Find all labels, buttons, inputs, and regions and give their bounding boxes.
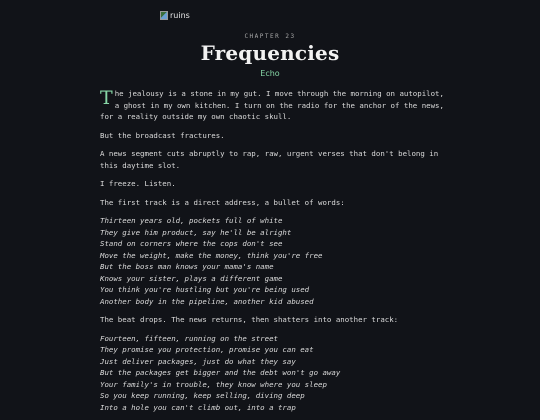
paragraph: I freeze. Listen. xyxy=(100,179,176,188)
lyric-line: So you keep running, keep selling, diving deep xyxy=(100,391,305,400)
lyric-line: Another body in the pipeline, another kid abused xyxy=(100,296,314,306)
drop-cap: T xyxy=(100,87,113,109)
lyric-line: Stand on corners where the cops don't see xyxy=(100,239,283,248)
lyrics-block-1 xyxy=(100,215,445,307)
lyric-line: Knows your sister, plays a different game xyxy=(100,273,283,283)
paragraph: The first track is a direct address, a bullet of words: xyxy=(100,197,345,207)
chapter-number: CHAPTER 23 xyxy=(244,33,296,40)
lyric-line: Fourteen, fifteen, running on the street xyxy=(100,333,278,343)
image-alt-text: ruins xyxy=(170,11,190,20)
lyric-line: Move the weight, make the money, think you're free xyxy=(100,250,323,260)
lyric-line: Just deliver packages, just do what they say xyxy=(100,356,296,366)
broken-image-icon xyxy=(160,11,168,20)
paragraph: The beat drops. The news returns, then shatters into another track: xyxy=(100,315,399,324)
lyric-line: They promise you protection, promise you can eat xyxy=(100,345,314,354)
paragraph: A news segment cuts abruptly to rap, raw, urgent verses that don't belong in this daytime slot. xyxy=(100,149,439,170)
lyric-line: But the boss man knows your mama's name xyxy=(100,262,274,271)
lyric-line: They give him product, say he'll be alright xyxy=(100,227,292,237)
lyric-line: Into a hole you can't climb out, into a trap xyxy=(100,402,296,412)
lyric-line: But the packages get bigger and the debt won't go away xyxy=(100,368,341,377)
chapter-body xyxy=(100,88,445,420)
chapter-header-image xyxy=(160,11,190,20)
lyric-line: Your family's in trouble, they know where you sleep xyxy=(100,379,327,389)
opening-paragraph xyxy=(100,88,445,123)
lyric-line: Thirteen years old, pockets full of white xyxy=(100,216,283,225)
chapter-title: Frequencies xyxy=(200,41,340,65)
lyric-line: You think you're hustling but you're being used xyxy=(100,285,310,294)
opening-paragraph-text: he jealousy is a stone in my gut. I move through the morning on autopilot, a ghost in my own kitchen. I turn on the radio for the anchor of the news, for a reality outside my own chaotic skull. xyxy=(100,89,444,121)
chapter-subtitle: Echo xyxy=(260,69,280,78)
paragraph: But the broadcast fractures. xyxy=(100,130,225,140)
lyrics-block-2 xyxy=(100,333,445,414)
